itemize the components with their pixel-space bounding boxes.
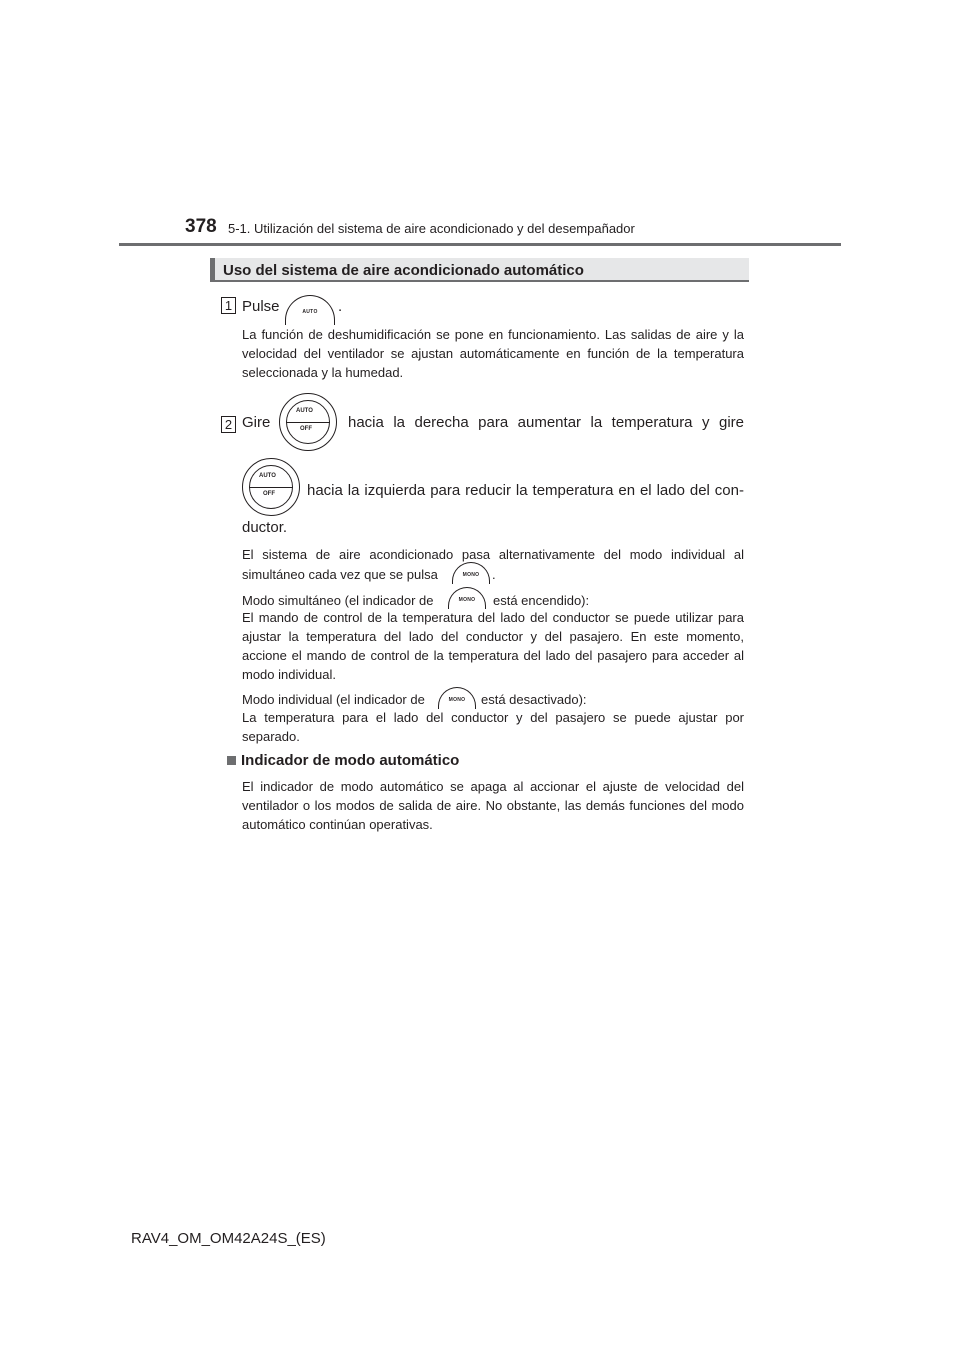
temperature-knob-icon — [242, 458, 300, 516]
knob-auto-label: AUTO — [259, 473, 276, 479]
mono-button-label: MONO — [458, 597, 476, 603]
step-2-line3: ductor. — [242, 519, 288, 536]
step-2-note3-line1-after: está desactivado): — [481, 692, 587, 707]
step-1-marker: 1 — [221, 297, 236, 314]
step-2-marker: 2 — [221, 416, 236, 433]
step-2-note1-line2-after: . — [492, 567, 496, 582]
section-title: Uso del sistema de aire acondicionado automático — [223, 262, 584, 279]
step-1-note: La función de deshumidificación se pone en funcionamiento. Las salidas de aire y la velocidad del ventilador se ajustan automáticamente en función de la temperatura seleccionada y la humedad. — [242, 327, 744, 380]
step-2-note2-body: El mando de control de la temperatura del lado del conductor se puede utilizar para ajustar la temperatura del lado del conductor y del pasajero. En este momento, accione el mando de control de la temperatura del lado del pasajero para acceder al modo individual. — [242, 610, 744, 682]
step-2-note1-line2-before: simultáneo cada vez que se pulsa — [242, 567, 438, 582]
mono-button-icon — [448, 587, 486, 609]
mono-button-label: MONO — [462, 572, 480, 578]
subsection-title: Indicador de modo automático — [241, 752, 460, 769]
step-1-text-after: . — [338, 298, 343, 315]
temperature-knob-icon — [279, 393, 337, 451]
page-number: 378 — [185, 216, 217, 237]
step-2-line1-before: Gire — [242, 414, 271, 431]
step-2-note2-line1-before: Modo simultáneo (el indicador de — [242, 593, 434, 608]
mono-button-icon — [438, 687, 476, 709]
mono-button-label: MONO — [448, 697, 466, 703]
mono-button-icon — [452, 562, 490, 584]
step-2-note3-body: La temperatura para el lado del conductor y del pasajero se puede ajustar por separado. — [242, 710, 744, 744]
step-2-line1-after: hacia la derecha para aumentar la temperatura y gire — [348, 414, 744, 431]
chapter-title: 5-1. Utilización del sistema de aire acondicionado y del desempañador — [228, 221, 635, 236]
step-2-note3-line1-before: Modo individual (el indicador de — [242, 692, 425, 707]
step-2-line2: hacia la izquierda para reducir la temperatura en el lado del con- — [307, 482, 744, 499]
subsection-square-bullet — [227, 756, 236, 765]
document-code: RAV4_OM_OM42A24S_(ES) — [131, 1230, 326, 1247]
subsection-body: El indicador de modo automático se apaga al accionar el ajuste de velocidad del ventilador o los modos de salida de aire. No obstante, las demás funciones del modo automático continúan operativas. — [242, 779, 744, 832]
step-1-text-before: Pulse — [242, 298, 280, 315]
knob-off-label: OFF — [300, 426, 312, 432]
auto-button-label: AUTO — [302, 309, 318, 315]
auto-button-icon — [285, 295, 335, 325]
step-2-note1-line1: El sistema de aire acondicionado pasa alternativamente del modo individual al — [242, 547, 744, 562]
knob-off-label: OFF — [263, 491, 275, 497]
knob-auto-label: AUTO — [296, 408, 313, 414]
header-divider — [119, 243, 841, 246]
step-2-note2-line1-after: está encendido): — [493, 593, 590, 608]
